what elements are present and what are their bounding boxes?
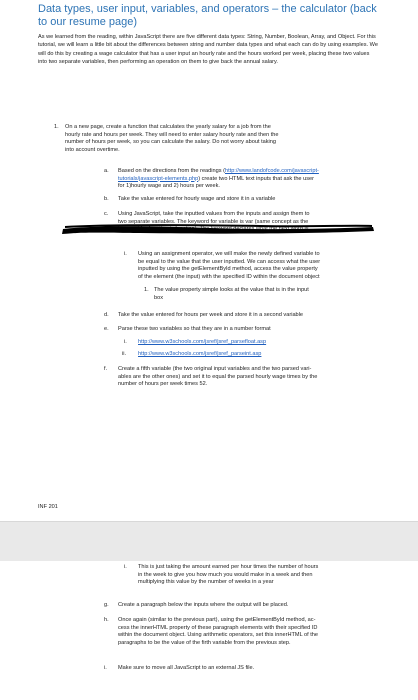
step-letter: c. <box>104 211 109 217</box>
step-c-line: two separate variables. The keyword for variable is var (same concept as the <box>118 218 309 225</box>
step-f-i-line: multiplying this value by the number of weeks in a year <box>138 579 274 586</box>
step-g-text: Create a paragraph below the inputs where the output will be placed. <box>118 602 289 608</box>
step-number: 1. <box>144 287 149 293</box>
step-roman: i. <box>124 564 127 570</box>
step-b-text: Take the value entered for hourly wage and store it in a variable <box>118 196 276 202</box>
parseint-link[interactable]: http://www.w3schools.com/jsref/jsref_parseint.asp <box>138 351 262 357</box>
page-footer: INF 201 <box>38 504 58 510</box>
parsefloat-link[interactable]: http://www.w3schools.com/jsref/jsref_parsefloat.asp <box>138 339 267 345</box>
step-letter: i. <box>104 665 107 671</box>
step-d-text: Take the value entered for hours per week and store it in a second variable <box>118 312 304 318</box>
step-letter: b. <box>104 196 109 202</box>
step-f-line: ables are the other ones) and set it to equal the parsed hourly wage times by the <box>118 373 318 380</box>
step-c-i-line: be equal to the value that the user inputted. We can access what the user <box>138 258 321 265</box>
document-title: Data types, user input, variables, and operators – the calculator (back to our resume page) <box>38 3 377 28</box>
step-letter: a. <box>104 168 109 174</box>
intro-paragraph: As we learned from the reading, within JavaScript there are five different data types: String, Number, Boolean, Array, and Object. For this tutorial, we will learn a little bit about the differences between string and number data types and what each can do by using examples. We will do this by creating a wage calculator that has a user input an hourly rate and the hours worked per week, placing these two values into two separate variables, then performing an operation on them to give back the annual salary. <box>38 34 378 66</box>
step-f-i-line: This is just taking the amount earned per hour times the number of hours <box>138 564 319 570</box>
readings-link[interactable]: http://www.landofcode.com/javascript- <box>224 168 319 174</box>
step-c-i-line: of the element (the input) with the specified ID within the document object <box>138 273 320 280</box>
step-i-text: Make sure to move all JavaScript to an external JS file. <box>118 665 255 671</box>
redaction-mark <box>60 222 376 237</box>
page-break <box>0 521 418 561</box>
step-h-line: within the document object. Using arithmetic operators, set this innerHTML of the <box>118 632 319 639</box>
step-f-line: number of hours per week times 52. <box>118 381 208 388</box>
step-roman: ii. <box>122 351 127 357</box>
step-roman: i. <box>124 251 127 257</box>
step-h-line: Once again (similar to the previous part), using the getElementById method, ac- <box>118 617 316 623</box>
step-c-i-1-line: box <box>154 294 164 301</box>
document-page-2 <box>0 561 418 700</box>
step-number: 1. <box>54 124 59 130</box>
step-a-text: ) create two HTML text inputs that ask the user <box>198 175 314 182</box>
step-h-line: cess the innerHTML property of these paragraph elements with their specified ID <box>118 624 318 631</box>
step-1-line: number of hours per week, so you can calculate the salary. Do not worry about taking <box>65 139 277 146</box>
step-h-line: paragraphs to be the value of the firth variable from the previous step. <box>118 639 291 646</box>
step-letter: h. <box>104 617 109 623</box>
step-1-line: into account overtime. <box>65 146 120 153</box>
step-c-line: Using JavaScript, take the inputted values from the inputs and assign them to <box>118 211 310 217</box>
step-letter: f. <box>104 366 108 372</box>
step-1-line: hourly rate and hours per week. They will need to enter salary hourly rate and then the <box>65 131 279 138</box>
step-f-i-line: in the week to give you how much you would make in a week and then <box>138 571 313 578</box>
step-c-i-line: inputted by using the getElementById method, access the value property <box>138 266 318 273</box>
step-1-line: On a new page, create a function that calculates the yearly salary for a job from the <box>65 124 271 130</box>
step-c-i-line: Using an assignment operator, we will make the newly defined variable to <box>138 251 320 257</box>
step-c-i-1-line: The value property simple looks at the value that is in the input <box>154 287 309 293</box>
step-f-line: Create a fifth variable (the two original input variables and the two parsed vari- <box>118 366 312 372</box>
step-roman: i. <box>124 339 127 345</box>
readings-link-cont[interactable]: tutorials/javascript-elements.php <box>118 175 199 182</box>
step-a-text: Based on the directions from the readings ( <box>118 168 225 174</box>
step-a-text: for 1)hourly wage and 2) hours per week. <box>118 183 220 190</box>
page-divider <box>0 521 418 522</box>
step-letter: d. <box>104 312 109 318</box>
step-letter: g. <box>104 602 109 608</box>
step-e-text: Parse these two variables so that they are in a number format <box>118 326 271 332</box>
step-letter: e. <box>104 326 109 332</box>
